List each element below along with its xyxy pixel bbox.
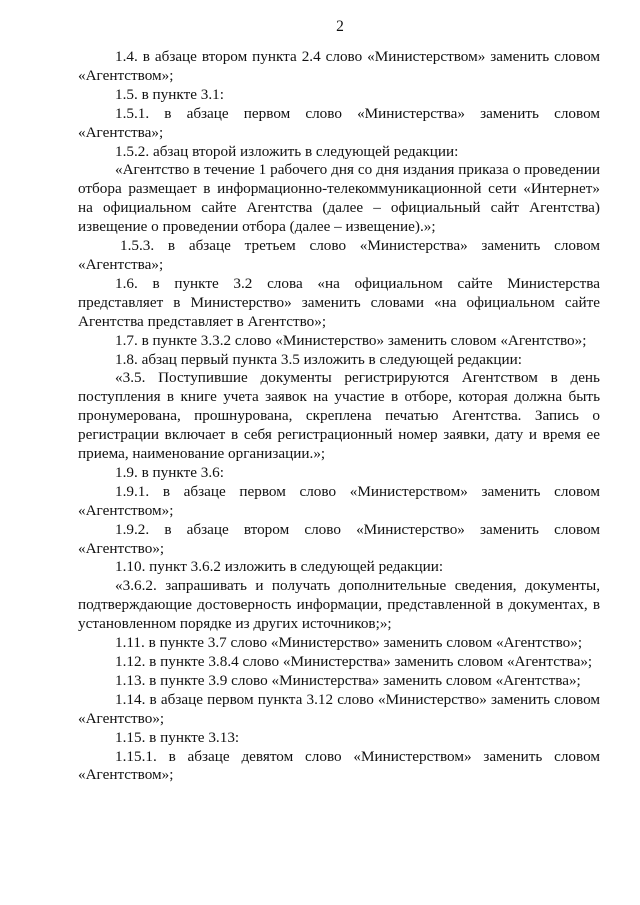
paragraph-1-15-1: 1.15.1. в абзаце девятом слово «Министерством» заменить словом «Агентством»; [78,747,600,784]
page-number: 2 [336,18,344,35]
paragraph-1-5-1: 1.5.1. в абзаце первом слово «Министерства» заменить словом «Агентства»; [78,104,600,141]
document-body [78,48,600,785]
paragraph-1-13: 1.13. в пункте 3.9 слово «Министерства» заменить словом «Агентства»; [115,671,581,689]
paragraph-1-9: 1.9. в пункте 3.6: [115,463,224,481]
paragraph-1-11: 1.11. в пункте 3.7 слово «Министерство» заменить словом «Агентство»; [115,634,583,652]
paragraph-1-5-3: 1.5.3. в абзаце третьем слово «Министерства» заменить словом «Агентства»; [78,237,600,273]
paragraph-1-9-2: 1.9.2. в абзаце втором слово «Министерство» заменить словом «Агентство»; [78,520,600,557]
quoted-text-agency-notice: «Агентство в течение 1 рабочего дня со дня издания приказа о проведении отбора размещает в информационно-телекоммуникационной сети «Интернет» на официальном сайте Агентства (далее – официальный сайт Агентства) извещение о проведении отбора (далее – извещение).»; [78,161,600,236]
paragraph-1-8: 1.8. абзац первый пункта 3.5 изложить в следующей редакции: [115,350,522,368]
paragraph-1-12: 1.12. в пункте 3.8.4 слово «Министерства» заменить словом «Агентства»; [115,653,593,670]
paragraph-1-9-1: 1.9.1. в абзаце первом слово «Министерством» заменить словом «Агентством»; [78,482,600,519]
paragraph-1-10: 1.10. пункт 3.6.2 изложить в следующей редакции: [115,558,444,576]
paragraph-1-6: 1.6. в пункте 3.2 слова «на официальном сайте Министерства представляет в Министерство» заменить словами «на официальном сайте Агентства представляет в Агентство»; [78,274,600,330]
paragraph-1-14: 1.14. в абзаце первом пункта 3.12 слово «Министерство» заменить словом «Агентство»; [78,690,600,727]
paragraph-1-15: 1.15. в пункте 3.13: [115,728,240,746]
quoted-text-3-5: «3.5. Поступившие документы регистрируются Агентством в день поступления в книге учета заявок на участие в отборе, которая должна быть пронумерована, прошнурована, скреплена печатью Агентства. Запись о регистрации включает в себя регистрационный номер заявки, дату и время ее приема, наименование организации.»; [78,369,600,463]
paragraph-1-4: 1.4. в абзаце втором пункта 2.4 слово «Министерством» заменить словом «Агентством»; [78,48,600,84]
quoted-text-3-6-2: «3.6.2. запрашивать и получать дополнительные сведения, документы, подтверждающие достоверность информации, представленной в документах, в установленном порядке из других источников;»; [78,577,600,633]
paragraph-1-5: 1.5. в пункте 3.1: [115,85,224,103]
paragraph-1-7: 1.7. в пункте 3.3.2 слово «Министерство» заменить словом «Агентство»; [115,331,587,349]
paragraph-1-5-2: 1.5.2. абзац второй изложить в следующей редакции: [115,142,459,160]
